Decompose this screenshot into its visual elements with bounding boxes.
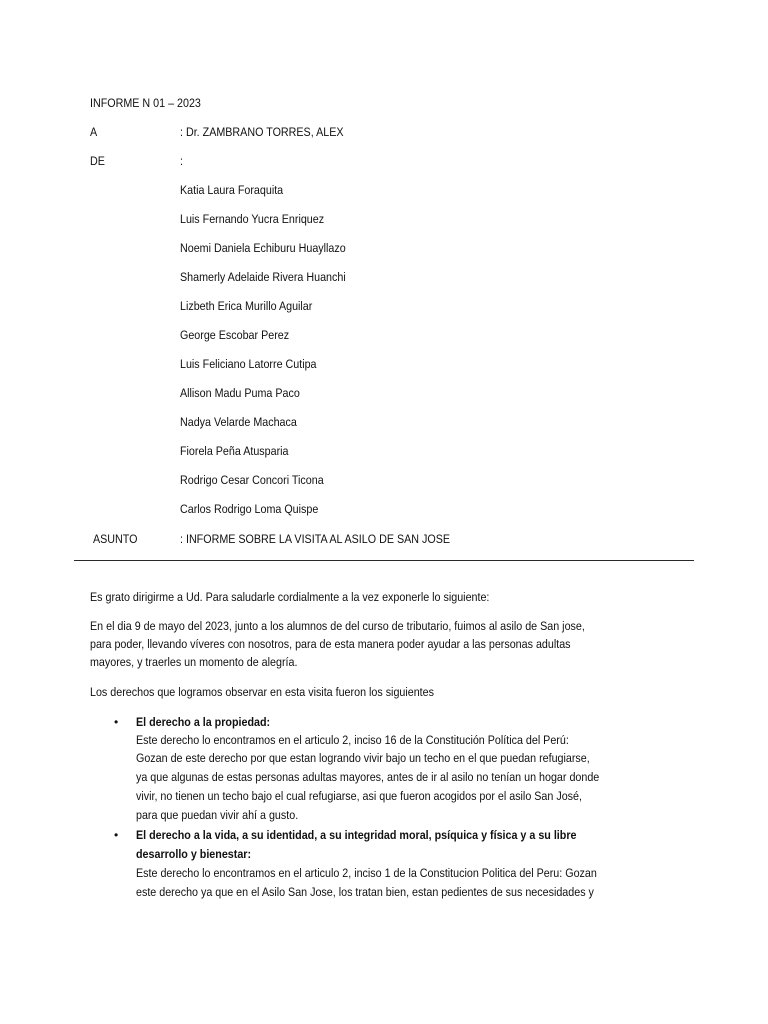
member-name: Lizbeth Erica Murillo Aguilar [180,299,313,313]
intro-line: para poder, llevando víveres con nosotros, para de esta manera poder ayudar a las personas adultas [90,637,571,651]
bullet-icon: • [114,715,119,729]
member-name: Shamerly Adelaide Rivera Huanchi [180,270,346,284]
member-name: Luis Fernando Yucra Enriquez [180,212,325,226]
member-name: George Escobar Perez [180,328,290,342]
member-name: Nadya Velarde Machaca [180,415,297,429]
intro-line: mayores, y traerles un momento de alegría. [90,655,298,669]
report-title: INFORME N 01 – 2023 [90,96,201,110]
member-name: Katia Laura Foraquita [180,183,284,197]
bullet-text-line: Gozan de este derecho por que estan logrando vivir bajo un techo en el que puedan refugiarse, [136,751,590,765]
bullet-icon: • [114,828,119,842]
bullet-title: El derecho a la propiedad: [136,715,271,729]
member-name: Luis Feliciano Latorre Cutipa [180,357,317,371]
greeting-paragraph: Es grato dirigirme a Ud. Para saludarle cordialmente a la vez exponerle lo siguiente: [90,590,490,604]
from-colon: : [180,154,183,168]
member-name: Allison Madu Puma Paco [180,386,300,400]
bullet-text-line: vivir, no tienen un techo bajo el cual refugiarse, asi que fueron acogidos por el asilo San José, [136,789,582,803]
bullet-text-line: este derecho ya que en el Asilo San Jose, los tratan bien, estan pedientes de sus necesidades y [136,885,594,899]
to-value: : Dr. ZAMBRANO TORRES, ALEX [180,125,344,139]
intro-line: En el dia 9 de mayo del 2023, junto a los alumnos de del curso de tributario, fuimos al asilo de San jose, [90,619,585,633]
to-label: A [90,125,98,139]
member-name: Noemi Daniela Echiburu Huayllazo [180,241,346,255]
bullet-text-line: ya que algunas de estas personas adultas mayores, antes de ir al asilo no tenían un hogar donde [136,770,600,784]
member-name: Fiorela Peña Atusparia [180,444,289,458]
bullet-title: desarrollo y bienestar: [136,847,252,861]
bullet-text-line: Este derecho lo encontramos en el articulo 2, inciso 1 de la Constitucion Politica del Peru: Gozan [136,866,597,880]
from-label: DE [90,154,105,168]
member-name: Rodrigo Cesar Concori Ticona [180,473,324,487]
member-name: Carlos Rodrigo Loma Quispe [180,502,319,516]
subject-label: ASUNTO [93,532,138,546]
subject-value: : INFORME SOBRE LA VISITA AL ASILO DE SAN JOSE [180,532,451,546]
header-divider [74,560,694,561]
bullet-title: El derecho a la vida, a su identidad, a su integridad moral, psíquica y física y a su libre [136,828,577,842]
bullet-text-line: Este derecho lo encontramos en el articulo 2, inciso 16 de la Constitución Política del Perú: [136,733,569,747]
bullet-text-line: para que puedan vivir ahí a gusto. [136,808,299,822]
rights-intro: Los derechos que logramos observar en esta visita fueron los siguientes [90,685,434,699]
